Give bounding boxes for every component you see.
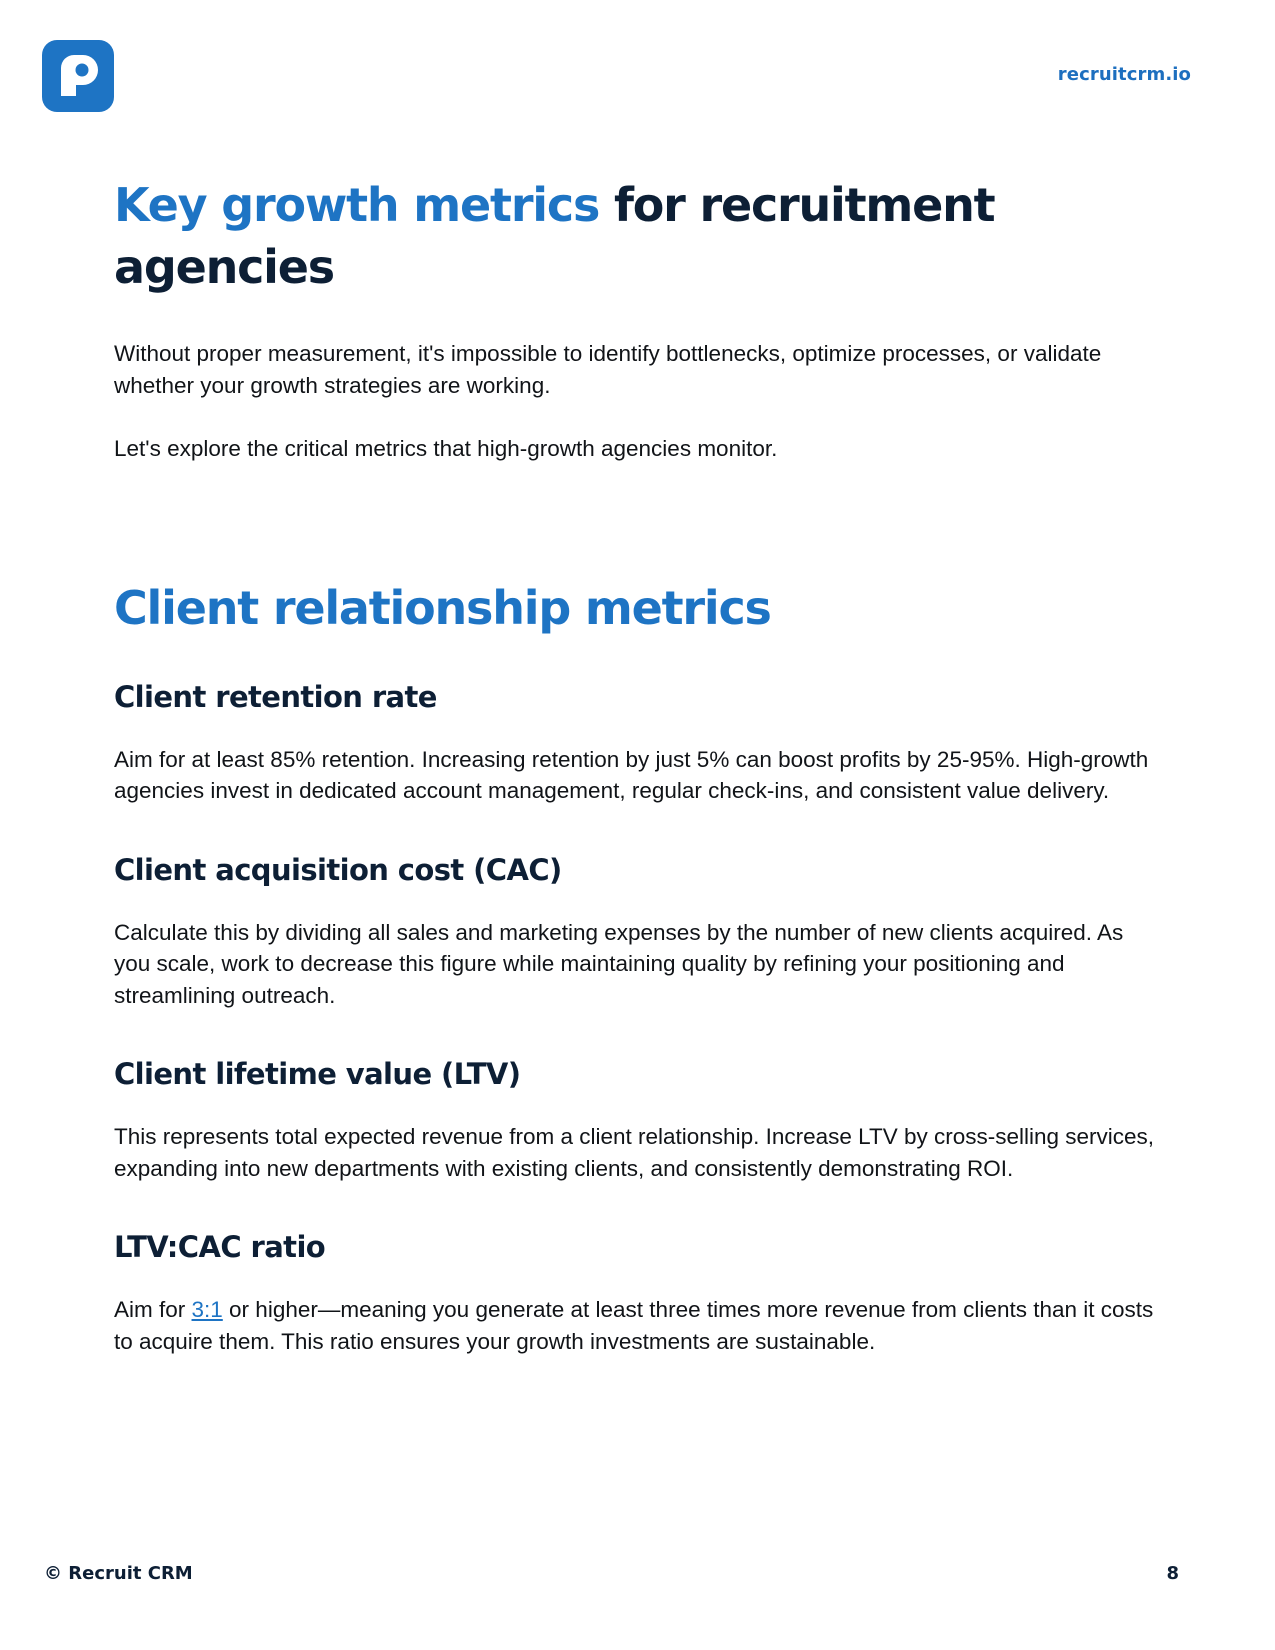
metric-body-cac: Calculate this by dividing all sales and marketing expenses by the number of new clients acquired. As you scale, work to decrease this figure while maintaining quality by refining your positioning and streamlining outreach. [114, 919, 1124, 1008]
intro-paragraph-2: Let's explore the critical metrics that high-growth agencies monitor. [114, 436, 778, 461]
ratio-text-before: Aim for [114, 1297, 192, 1322]
recruitcrm-logo-icon [42, 40, 114, 112]
site-url-link[interactable]: recruitcrm.io [1057, 64, 1191, 85]
page-number: 8 [1166, 1563, 1179, 1584]
metric-heading-ltv-cac-ratio: LTV:CAC ratio [114, 1230, 326, 1264]
intro-paragraph-1: Without proper measurement, it's impossible to identify bottlenecks, optimize processes, or validate whether your growth strategies are working. [114, 341, 1102, 398]
metric-body-ltv-cac-ratio [114, 1294, 1164, 1357]
ratio-link[interactable]: 3:1 [191, 1297, 223, 1322]
metric-heading-ltv: Client lifetime value (LTV) [114, 1057, 521, 1091]
metric-body-ltv: This represents total expected revenue from a client relationship. Increase LTV by cross-selling services, expanding into new departments with existing clients, and consistently demonstrating ROI. [114, 1124, 1155, 1181]
ratio-text-after: or higher—meaning you generate at least three times more revenue from clients than it costs to acquire them. This ratio ensures your growth investments are sustainable. [114, 1297, 1154, 1354]
section-title: Client relationship metrics [114, 580, 771, 635]
page-title-accent: Key growth metrics [114, 178, 600, 232]
page-title-rest: for recruitment agencies [114, 178, 995, 294]
main-content [114, 174, 1164, 1357]
metric-heading-retention: Client retention rate [114, 679, 437, 714]
metric-heading-cac: Client acquisition cost (CAC) [114, 852, 562, 887]
page-title [114, 174, 1164, 298]
metric-body-retention: Aim for at least 85% retention. Increasing retention by just 5% can boost profits by 25-95%. High-growth agencies invest in dedicated account management, regular check-ins, and consistent value delivery. [114, 746, 1149, 803]
footer-copyright: © Recruit CRM [44, 1563, 193, 1584]
